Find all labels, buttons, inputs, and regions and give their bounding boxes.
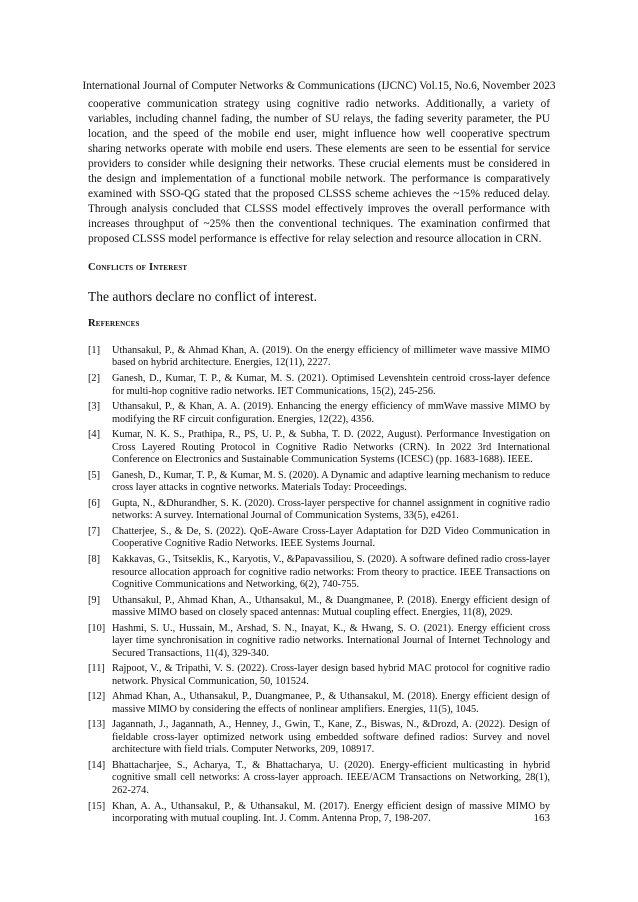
reference-text: Chatterjee, S., & De, S. (2022). QoE-Aware Cross-Layer Adaptation for D2D Video Communication in Cooperative Cognitive Radio Networks. IEEE Systems Journal. <box>112 526 550 550</box>
reference-item <box>88 554 550 591</box>
page-number: 163 <box>533 812 550 824</box>
reference-text: Rajpoot, V., & Tripathi, V. S. (2022). Cross-layer design based hybrid MAC protocol for cognitive radio network. Physical Communication, 50, 101524. <box>112 663 550 687</box>
reference-number: [12] <box>88 691 106 703</box>
reference-item <box>88 345 550 370</box>
reference-number: [8] <box>88 554 101 566</box>
conflicts-statement: The authors declare no conflict of interest. <box>88 289 318 304</box>
reference-text: Bhattacharjee, S., Acharya, T., & Bhattacharya, U. (2020). Energy-efficient multicasting in hybrid cognitive small cell networks: A cross-layer approach. IEEE/ACM Transactions on Networking, 28(1), 262-274. <box>112 760 550 796</box>
reference-text: Gupta, N., &Dhurandher, S. K. (2020). Cross-layer perspective for channel assignment in cognitive radio networks: A survey. International Journal of Communication Systems, 33(5), e4261. <box>112 497 550 522</box>
conflicts-heading: Conflicts of Interest <box>88 262 188 273</box>
reference-item <box>88 470 550 495</box>
reference-item <box>88 623 550 660</box>
reference-number: [15] <box>88 800 106 812</box>
reference-item <box>88 401 550 426</box>
references-list <box>88 345 550 829</box>
reference-text: Ganesh, D., Kumar, T. P., & Kumar, M. S. (2021). Optimised Levenshtein centroid cross-layer defence for multi-hop cognitive radio networks. IET Communications, 15(2), 245-256. <box>112 373 550 397</box>
reference-number: [13] <box>88 719 106 731</box>
reference-item <box>88 373 550 398</box>
reference-text: Uthansakul, P., & Khan, A. A. (2019). Enhancing the energy efficiency of mmWave massive MIMO by modifying the RF circuit configuration. Energies, 12(22), 4356. <box>112 401 550 425</box>
reference-item <box>88 760 550 797</box>
references-heading: References <box>88 318 140 329</box>
reference-number: [7] <box>88 526 101 538</box>
reference-number: [11] <box>88 663 105 675</box>
journal-header: International Journal of Computer Networks & Communications (IJCNC) Vol.15, No.6, November 2023 <box>82 80 556 92</box>
reference-item <box>88 498 550 523</box>
reference-number: [10] <box>88 622 106 634</box>
reference-item <box>88 801 550 826</box>
reference-text: Kumar, N. K. S., Prathipa, R., PS, U. P., & Subha, T. D. (2022, August). Performance Investigation on Cross Layered Routing Protocol in Cognitive Radio Networks (CRN). In 2022 3rd International Conference on Electronics and Sustainable Communication Systems (ICESC) (pp. 1683-1688). IEEE. <box>112 429 550 466</box>
reference-number: [9] <box>88 594 101 606</box>
reference-text: Khan, A. A., Uthansakul, P., & Uthansakul, M. (2017). Energy efficient design of massive MIMO by incorporating with mutual coupling. Int. J. Comm. Antenna Prop, 7, 198-207. <box>112 800 550 825</box>
reference-item <box>88 663 550 688</box>
body-paragraph: cooperative communication strategy using cognitive radio networks. Additionally, a variety of variables, including channel fading, the number of SU relays, the fading severity parameter, the PU location, and the speed of the mobile end user, might influence how well cooperative spectrum sharing networks operate with mobile end users. These elements are seen to be essential for service providers to consider while designing their networks. These crucial elements must be considered in the design and implementation of a functional mobile network. The performance is comparatively examined with SSO-QG stated that the proposed CLSSS scheme achieves the ~15% reduced delay. Through analysis concluded that CLSSS model effectively improves the overall performance with increases throughput of ~25% then the conventional techniques. The examination confirmed that proposed CLSSS model performance is effective for relay selection and resource allocation in CRN. <box>88 98 550 245</box>
reference-number: [14] <box>88 760 106 772</box>
reference-number: [2] <box>88 373 101 385</box>
reference-number: [1] <box>88 345 101 356</box>
reference-text: Ganesh, D., Kumar, T. P., & Kumar, M. S. (2020). A Dynamic and adaptive learning mechanism to reduce cross layer attacks in cogntive networks. Materials Today: Proceedings. <box>112 469 550 494</box>
reference-number: [5] <box>88 469 101 481</box>
reference-text: Kakkavas, G., Tsitseklis, K., Karyotis, V., &Papavassiliou, S. (2020). A software defined radio cross-layer resource allocation approach for cognitive radio networks: From theory to practice. IEEE Transactions on Cognitive Communications and Networking, 6(2), 740-755. <box>112 554 550 591</box>
reference-item <box>88 429 550 466</box>
reference-text: Uthansakul, P., Ahmad Khan, A., Uthansakul, M., & Duangmanee, P. (2018). Energy efficient design of massive MIMO based on closely spaced antennas: Mutual coupling effect. Energies, 11(8), 2029. <box>112 594 550 619</box>
reference-number: [4] <box>88 429 101 441</box>
reference-number: [6] <box>88 497 101 509</box>
reference-number: [3] <box>88 401 101 413</box>
reference-item <box>88 526 550 551</box>
reference-item <box>88 691 550 716</box>
reference-item <box>88 719 550 756</box>
reference-text: Ahmad Khan, A., Uthansakul, P., Duangmanee, P., & Uthansakul, M. (2018). Energy efficient design of massive MIMO by considering the effects of nonlinear amplifiers. Energies, 11(5), 1045. <box>112 691 550 715</box>
reference-text: Uthansakul, P., & Ahmad Khan, A. (2019). On the energy efficiency of millimeter wave massive MIMO based on hybrid architecture. Energies, 12(11), 2227. <box>112 345 550 369</box>
reference-item <box>88 595 550 620</box>
reference-text: Hashmi, S. U., Hussain, M., Arshad, S. N., Inayat, K., & Hwang, S. O. (2021). Energy efficient cross layer time synchronisation in cognitive radio networks. International Journal of Internet Technology and Secured Transactions, 11(4), 329-340. <box>112 622 550 659</box>
reference-text: Jagannath, J., Jagannath, A., Henney, J., Gwin, T., Kane, Z., Biswas, N., &Drozd, A. (2022). Design of fieldable cross-layer optimized network using embedded software defined radios: Survey and novel architecture with field trials. Computer Networks, 209, 108917. <box>112 719 550 756</box>
